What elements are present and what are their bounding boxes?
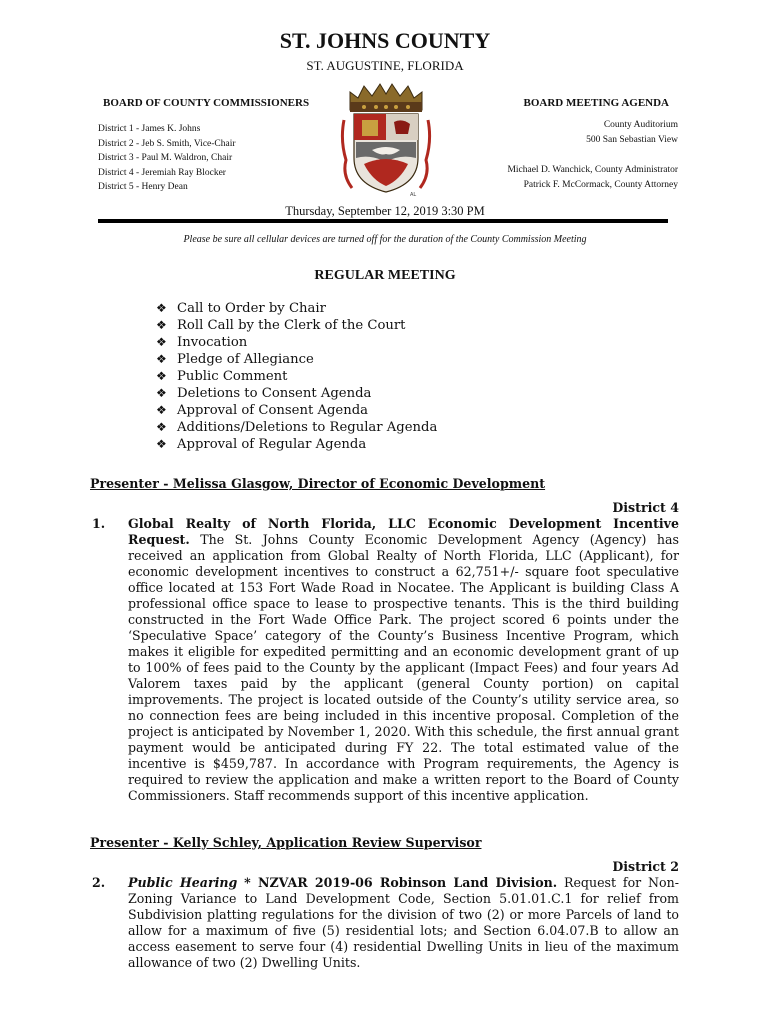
list-item-label: Deletions to Consent Agenda [177, 386, 372, 401]
list-item-label: Approval of Consent Agenda [177, 403, 369, 418]
list-item [156, 402, 437, 419]
meeting-location [586, 118, 678, 147]
list-item-label: Invocation [177, 335, 248, 350]
list-item [156, 436, 437, 453]
item-description: Request for Non-Zoning Variance to Land Development Code, Section 5.01.01.C.1 for relief from Subdivision platting regulations for the division of two (2) or more Parcels of land to allow for a maximum of five (5) residential lots; and Section 6.04.07.B to allow an access easement to serve four (4) residential Dwelling Units in lieu of the maximum allowance of two (2) Dwelling Units. [128, 875, 679, 970]
list-item [156, 334, 437, 351]
list-item [156, 317, 437, 334]
presenter-heading: Presenter - Melissa Glasgow, Director of Economic Development [90, 476, 546, 491]
diamond-bullet-icon: ❖ [156, 352, 167, 366]
page-subtitle: ST. AUGUSTINE, FLORIDA [306, 58, 464, 73]
commissioner-entry: District 3 - Paul M. Waldron, Chair [98, 153, 233, 164]
district-label: District 2 [612, 859, 679, 874]
list-item-label: Call to Order by Chair [177, 301, 326, 316]
agenda-label: BOARD MEETING AGENDA [523, 97, 669, 109]
commissioner-entry: District 4 - Jeremiah Ray Blocker [98, 167, 226, 178]
commissioner-entry: District 2 - Jeb S. Smith, Vice-Chair [98, 138, 236, 149]
administrator-line: Patrick F. McCormack, County Attorney [523, 179, 678, 190]
header-divider [98, 219, 668, 223]
item-description: The St. Johns County Economic Development Agency (Agency) has received an application from Global Realty of North Florida, LLC (Applicant), for economic development incentives to construct a 62,751+/- square foot speculative office located at 153 Fort Wade Road in Nocatee. The Applicant is building Class A professional office space to lease to prospective tenants. This is the third building constructed in the Fort Wade Office Park. The project scored 6 points under the ‘Speculative Space’ category of the County’s Business Incentive Program, which makes it eligible for expedited permitting and an economic development grant of up to 100% of fees paid to the County by the applicant (Impact Fees) and four years Ad Valorem taxes paid by the applicant (general County portion) on capital improvements. The project is located outside of the County’s utility service area, so no connection fees are being included in this incentive proposal. Completion of the project is anticipated by November 1, 2020. With this schedule, the first annual grant payment would be anticipated during FY 22. The total estimated value of the incentive is $459,787. In accordance with Program requirements, the Agency is required to review the application and make a written report to the Board of County Commissioners. Staff recommends support of this incentive application. [128, 532, 679, 803]
list-item-label: Approval of Regular Agenda [177, 437, 367, 452]
section-title: REGULAR MEETING [314, 268, 456, 283]
county-seal-icon [340, 80, 432, 198]
diamond-bullet-icon: ❖ [156, 403, 167, 417]
item-heading: * NZVAR 2019-06 Robinson Land Division. [244, 875, 558, 890]
commissioner-entry: District 5 - Henry Dean [98, 182, 188, 193]
list-item-label: Pledge of Allegiance [177, 352, 314, 367]
page-title: ST. JOHNS COUNTY [279, 28, 491, 53]
list-item [156, 300, 437, 317]
list-item [156, 368, 437, 385]
location-line: County Auditorium [603, 120, 678, 130]
diamond-bullet-icon: ❖ [156, 437, 167, 451]
commissioner-list [98, 122, 236, 195]
diamond-bullet-icon: ❖ [156, 301, 167, 315]
presenter-heading: Presenter - Kelly Schley, Application Review Supervisor [90, 835, 482, 850]
diamond-bullet-icon: ❖ [156, 318, 167, 332]
district-label: District 4 [612, 500, 679, 515]
public-hearing-label: Public Hearing [128, 875, 238, 890]
list-item-label: Public Comment [177, 369, 288, 384]
agenda-item [128, 875, 679, 971]
list-item-label: Roll Call by the Clerk of the Court [177, 318, 406, 333]
list-item [156, 351, 437, 368]
list-item [156, 419, 437, 436]
administrators [507, 163, 678, 192]
item-number: 1. [92, 516, 106, 531]
list-item-label: Additions/Deletions to Regular Agenda [177, 420, 438, 435]
meeting-datetime: Thursday, September 12, 2019 3:30 PM [285, 204, 485, 218]
agenda-item [128, 516, 679, 804]
commissioner-entry: District 1 - James K. Johns [98, 124, 201, 134]
diamond-bullet-icon: ❖ [156, 335, 167, 349]
procedural-list [156, 300, 437, 453]
svg-text:AL: AL [410, 192, 417, 198]
board-label: BOARD OF COUNTY COMMISSIONERS [103, 97, 310, 109]
cellphone-notice: Please be sure all cellular devices are turned off for the duration of the County Commission Meeting [183, 234, 587, 245]
location-line: 500 San Sebastian View [586, 134, 678, 145]
list-item [156, 385, 437, 402]
item-heading: Global Realty of North Florida, LLC Economic Development Incentive Request. [128, 516, 679, 547]
diamond-bullet-icon: ❖ [156, 369, 167, 383]
administrator-line: Michael D. Wanchick, County Administrator [507, 165, 678, 175]
diamond-bullet-icon: ❖ [156, 386, 167, 400]
diamond-bullet-icon: ❖ [156, 420, 167, 434]
item-number: 2. [92, 875, 106, 890]
